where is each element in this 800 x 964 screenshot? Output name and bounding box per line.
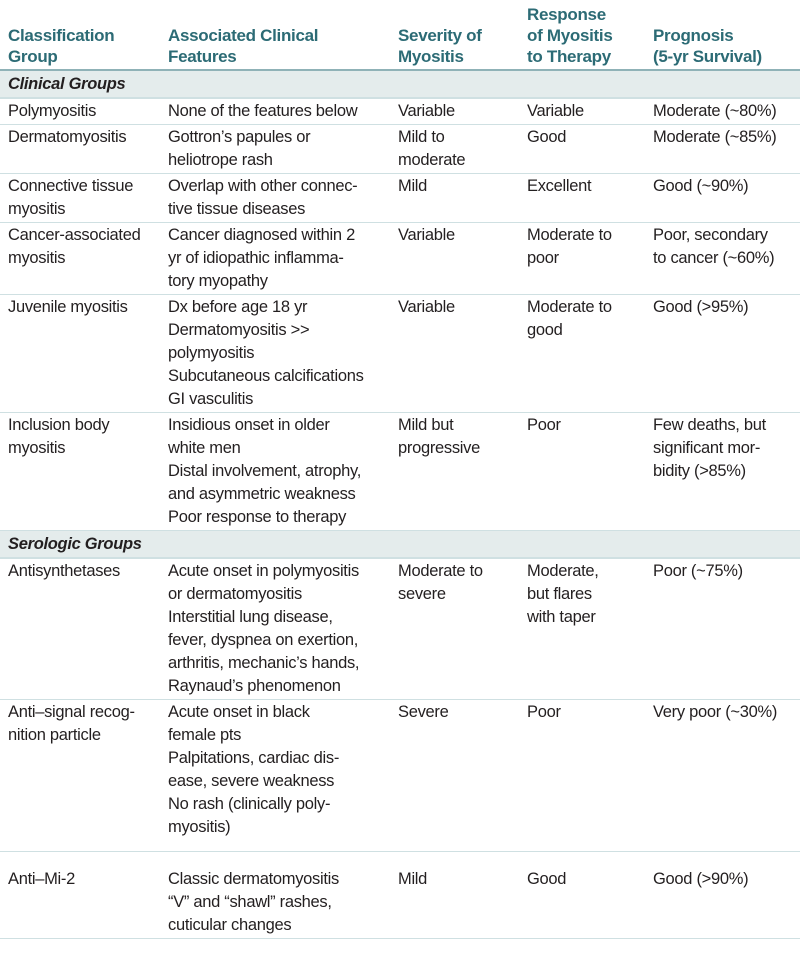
classification-group-cell: Polymyositis (8, 102, 97, 120)
header-row (0, 4, 800, 70)
prognosis-cell: Moderate (~80%) (653, 102, 777, 120)
clinical-features-cell: Acute onset in black female pts Palpitations, cardiac dis- ease, severe weakness No rash (clinically poly- myositis) (168, 703, 340, 836)
myositis-classification-table (0, 4, 800, 939)
section-header-row (0, 531, 800, 559)
table-row (0, 174, 800, 223)
table-body (0, 70, 800, 939)
prognosis-cell: Good (>90%) (653, 870, 749, 888)
prognosis-cell: Moderate (~85%) (653, 128, 777, 146)
classification-group-cell: Dermatomyositis (8, 128, 127, 146)
prognosis-cell: Poor (~75%) (653, 562, 743, 580)
severity-cell: Variable (398, 226, 455, 244)
response-cell: Moderate to poor (527, 226, 612, 267)
classification-group-cell: Antisynthetases (8, 562, 120, 580)
severity-cell: Variable (398, 298, 455, 316)
severity-cell: Severe (398, 703, 449, 721)
section-title: Serologic Groups (0, 531, 800, 559)
table-row (0, 700, 800, 852)
prognosis-cell: Very poor (~30%) (653, 703, 778, 721)
severity-cell: Mild but progressive (398, 416, 480, 457)
table-row (0, 223, 800, 295)
table-row (0, 558, 800, 700)
clinical-features-cell: Insidious onset in older white men Distal involvement, atrophy, and asymmetric weakness Poor response to therapy (168, 416, 362, 526)
clinical-features-cell: Dx before age 18 yr Dermatomyositis >> polymyositis Subcutaneous calcifications GI vasculitis (168, 298, 364, 408)
section-title: Clinical Groups (0, 70, 800, 98)
table-row (0, 852, 800, 939)
severity-cell: Mild (398, 870, 428, 888)
classification-group-cell: Connective tissue myositis (8, 177, 134, 218)
table-row (0, 125, 800, 174)
prognosis-cell: Poor, secondary to cancer (~60%) (653, 226, 775, 267)
classification-group-cell: Juvenile myositis (8, 298, 128, 316)
header-prognosis: Prognosis (5-yr Survival) (653, 26, 762, 66)
table-row (0, 295, 800, 413)
response-cell: Excellent (527, 177, 592, 195)
severity-cell: Variable (398, 102, 455, 120)
response-cell: Moderate, but flares with taper (527, 562, 599, 626)
header-associated-features: Associated Clinical Features (168, 26, 319, 66)
response-cell: Poor (527, 416, 561, 434)
table-row (0, 413, 800, 531)
header-response: Response of Myositis to Therapy (527, 5, 613, 66)
response-cell: Moderate to good (527, 298, 612, 339)
header-severity: Severity of Myositis (398, 26, 482, 66)
response-cell: Good (527, 128, 567, 146)
prognosis-cell: Few deaths, but significant mor- bidity (>85%) (653, 416, 766, 480)
response-cell: Variable (527, 102, 584, 120)
clinical-features-cell: Classic dermatomyositis “V” and “shawl” rashes, cuticular changes (168, 870, 339, 934)
response-cell: Poor (527, 703, 561, 721)
clinical-features-cell: Cancer diagnosed within 2 yr of idiopathic inflamma- tory myopathy (168, 226, 355, 290)
clinical-features-cell: Gottron’s papules or heliotrope rash (168, 128, 311, 169)
classification-group-cell: Inclusion body myositis (8, 416, 110, 457)
classification-group-cell: Cancer-associated myositis (8, 226, 141, 267)
prognosis-cell: Good (~90%) (653, 177, 749, 195)
classification-group-cell: Anti–Mi-2 (8, 870, 75, 888)
classification-group-cell: Anti–signal recog- nition particle (8, 703, 135, 744)
table-row (0, 98, 800, 125)
header-classification-group: Classification Group (8, 26, 115, 66)
response-cell: Good (527, 870, 567, 888)
clinical-features-cell: Overlap with other connec- tive tissue diseases (168, 177, 358, 218)
section-header-row (0, 70, 800, 98)
severity-cell: Mild to moderate (398, 128, 466, 169)
prognosis-cell: Good (>95%) (653, 298, 749, 316)
clinical-features-cell: None of the features below (168, 102, 358, 120)
severity-cell: Mild (398, 177, 428, 195)
clinical-features-cell: Acute onset in polymyositis or dermatomyositis Interstitial lung disease, fever, dyspnea on exertion, arthritis, mechanic’s hands, Raynaud’s phenomenon (168, 562, 360, 695)
severity-cell: Moderate to severe (398, 562, 483, 603)
